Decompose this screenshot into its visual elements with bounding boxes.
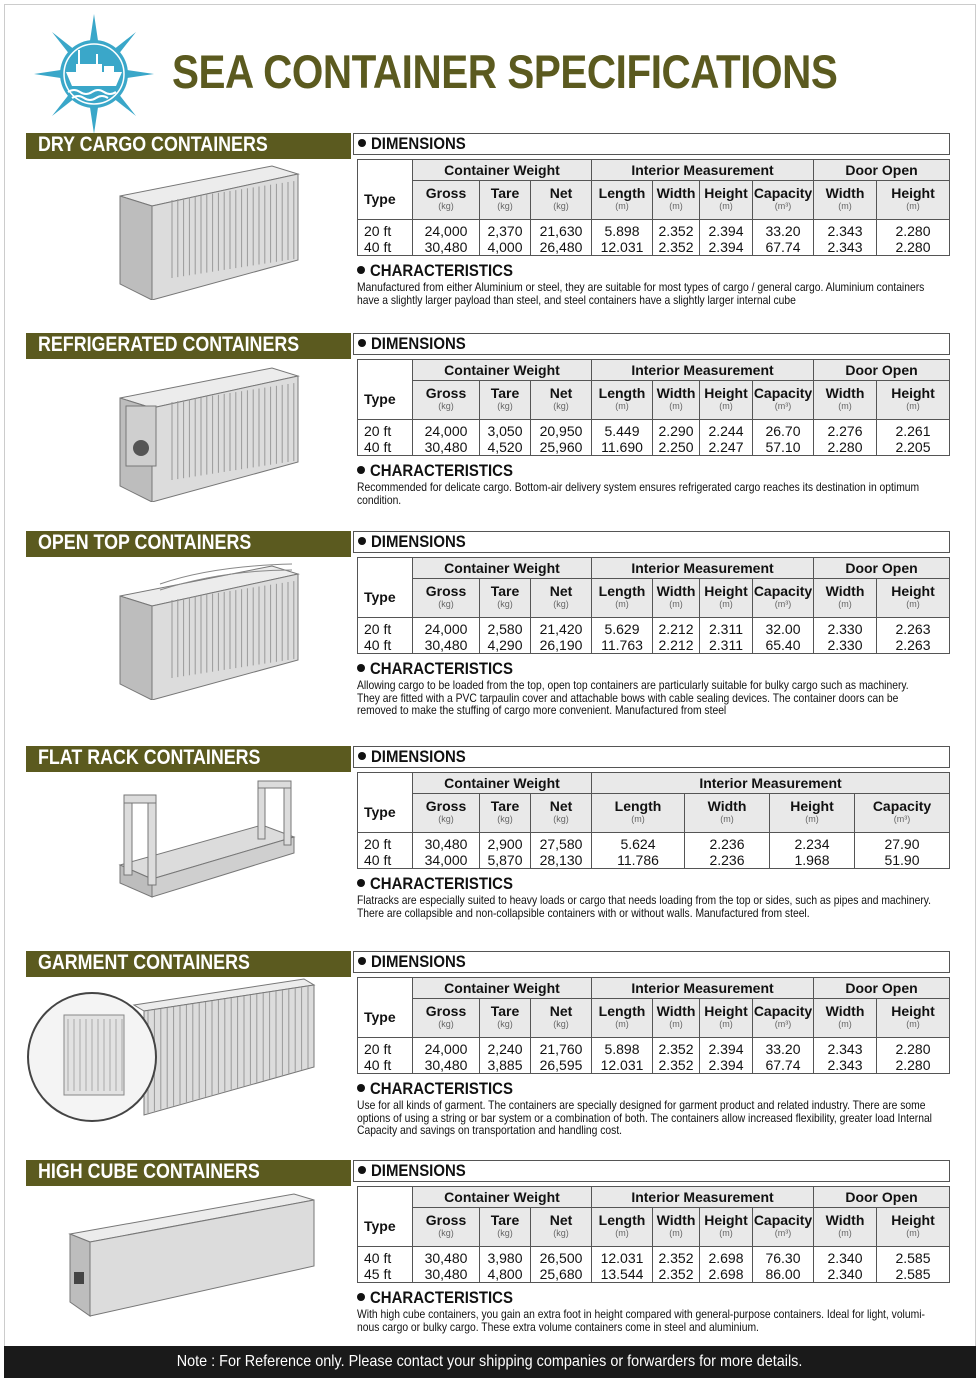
dimensions-heading: DIMENSIONS [353,531,950,553]
col-door-height: Height (m) [877,181,950,220]
table-row [358,220,950,240]
characteristics-text [357,1308,957,1333]
col-length: Length (m) [592,381,653,420]
table-cell: 20,950 [531,420,592,440]
table-cell: 2.352 [653,1266,700,1283]
table-cell: 11.690 [592,439,653,456]
table-cell: 2.698 [700,1247,753,1267]
table-cell: 2.394 [700,1038,753,1058]
bullet-icon [358,752,366,760]
table-row [358,833,950,853]
col-door-height: Height (m) [877,1208,950,1247]
group-container-weight: Container Weight [413,773,592,794]
bullet-icon [358,957,366,965]
table-cell: 12.031 [592,1247,653,1267]
table-cell: 2.585 [877,1247,950,1267]
type-spacer [358,360,413,381]
table-cell: 25,680 [531,1266,592,1283]
characteristics-line: condition. [357,492,402,507]
table-cell: 26,190 [531,637,592,654]
characteristics-heading: CHARACTERISTICS [357,659,532,679]
group-interior-measurement: Interior Measurement [592,978,814,999]
col-tare: Tare (kg) [480,181,531,220]
table-row [358,618,950,638]
table-cell: 2.290 [653,420,700,440]
characteristics-line: Recommended for delicate cargo. Bottom-air delivery system ensures refrigerated cargo reaches its destination in optimum [357,480,920,494]
col-length: Length (m) [592,579,653,618]
table-cell: 3,885 [480,1057,531,1074]
col-gross: Gross (kg) [413,1208,480,1247]
col-net: Net (kg) [531,579,592,618]
type-spacer [358,160,413,181]
table-cell: 2.263 [877,618,950,638]
table-cell: 13.544 [592,1266,653,1283]
table-cell: 2,240 [480,1038,531,1058]
bullet-icon [358,1166,366,1174]
dimensions-heading: DIMENSIONS [353,951,950,973]
col-door-width: Width (m) [814,579,877,618]
table-row [358,1247,950,1267]
col-capacity: Capacity (m³) [753,1208,814,1247]
section-title: OPEN TOP CONTAINERS [38,531,252,554]
col-tare: Tare (kg) [480,999,531,1038]
col-door-width: Width (m) [814,381,877,420]
table-cell: 1.968 [770,852,855,869]
table-cell: 2.343 [814,1038,877,1058]
col-type: Type [358,999,413,1038]
table-cell: 2.280 [814,439,877,456]
col-width: Width (m) [653,181,700,220]
container-illustration-icon [112,362,302,507]
col-height: Height (m) [700,1208,753,1247]
table-cell: 2,370 [480,220,531,240]
section-underline [26,157,351,159]
table-cell: 40 ft [364,637,392,653]
col-net: Net (kg) [531,1208,592,1247]
group-door-open: Door Open [814,160,950,181]
col-capacity: Capacity (m³) [753,381,814,420]
table-cell: 51.90 [855,852,950,869]
col-gross: Gross (kg) [413,999,480,1038]
table-cell: 26,500 [531,1247,592,1267]
table-cell: 2.343 [814,239,877,256]
table-cell: 2.234 [770,833,855,853]
table-cell: 21,630 [531,220,592,240]
dimensions-table [357,359,950,456]
characteristics-line: There are collapsible and non-collapsible containers with or without walls. Manufactured from steel. [357,905,810,920]
section-title-bar [26,951,351,975]
table-cell: 2.280 [877,1057,950,1074]
table-cell: 4,800 [480,1266,531,1283]
table-cell: 2.340 [814,1247,877,1267]
bullet-icon [358,139,366,147]
type-spacer [358,558,413,579]
table-cell: 25,960 [531,439,592,456]
characteristics-heading: CHARACTERISTICS [357,461,532,481]
table-cell: 2.394 [700,1057,753,1074]
footer-note: Note : For Reference only. Please contact your shipping companies or forwarders for more details. [4,1346,976,1378]
characteristics-text [357,1099,957,1137]
group-door-open: Door Open [814,360,950,381]
container-illustration-icon [24,975,324,1130]
characteristics-text [357,679,957,717]
table-cell: 5.629 [592,618,653,638]
characteristics-text [357,481,957,506]
group-container-weight: Container Weight [413,558,592,579]
characteristics-line: Capacity and savings on transportation and handling cost. [357,1123,623,1137]
table-cell: 2.330 [814,618,877,638]
table-cell: 26,480 [531,239,592,256]
bullet-icon [357,1084,365,1092]
col-width: Width (m) [653,1208,700,1247]
group-interior-measurement: Interior Measurement [592,360,814,381]
dimensions-heading: DIMENSIONS [353,746,950,768]
col-tare: Tare (kg) [480,794,531,833]
table-cell: 2.212 [653,618,700,638]
table-row [358,637,950,654]
table-cell: 3,980 [480,1247,531,1267]
table-cell: 20 ft [364,836,392,852]
table-cell: 24,000 [413,618,480,638]
table-cell: 34,000 [413,852,480,869]
group-container-weight: Container Weight [413,160,592,181]
table-cell: 40 ft [364,1057,392,1073]
bullet-icon [357,1293,365,1301]
container-illustration-icon [112,160,302,305]
col-type: Type [358,1208,413,1247]
table-cell: 2.236 [685,852,770,869]
table-cell: 40 ft [364,439,392,455]
table-cell: 5.449 [592,420,653,440]
table-row [358,1057,950,1074]
table-cell: 5.898 [592,220,653,240]
ship-compass-logo-icon [34,14,154,134]
section-title: REFRIGERATED CONTAINERS [38,333,300,356]
bullet-icon [358,339,366,347]
characteristics-heading: CHARACTERISTICS [357,1079,532,1099]
col-width: Width (m) [653,999,700,1038]
table-cell: 20 ft [364,1041,392,1057]
table-cell: 4,000 [480,239,531,256]
section-title: FLAT RACK CONTAINERS [38,746,261,769]
group-door-open: Door Open [814,978,950,999]
bullet-icon [357,266,365,274]
section-title: GARMENT CONTAINERS [38,951,250,974]
dimensions-table [357,1186,950,1283]
col-capacity: Capacity (m³) [753,181,814,220]
table-cell: 12.031 [592,239,653,256]
col-type: Type [358,579,413,618]
table-cell: 40 ft [364,1250,392,1266]
col-gross: Gross (kg) [413,579,480,618]
col-length: Length (m) [592,999,653,1038]
table-cell: 30,480 [413,637,480,654]
col-height: Height (m) [770,794,855,833]
table-cell: 5,870 [480,852,531,869]
col-type: Type [358,181,413,220]
col-door-width: Width (m) [814,181,877,220]
dimensions-table [357,557,950,654]
characteristics-line: They are fitted with a PVC tarpaulin cover and attachable bows with cable sealing devices. The container doors can be [357,690,899,705]
table-cell: 21,760 [531,1038,592,1058]
col-door-width: Width (m) [814,999,877,1038]
section-title-bar [26,1160,351,1184]
col-net: Net (kg) [531,999,592,1038]
characteristics-line: removed to make the stuffing of cargo more convenient. Manufactured from steel [357,703,727,717]
col-net: Net (kg) [531,181,592,220]
table-cell: 40 ft [364,239,392,255]
table-cell: 2.244 [700,420,753,440]
col-height: Height (m) [700,181,753,220]
characteristics-line: Allowing cargo to be loaded from the top, open top containers are particularly suitable for bulky cargo such as machinery. [357,678,909,692]
table-cell: 30,480 [413,1057,480,1074]
group-container-weight: Container Weight [413,360,592,381]
table-cell: 2.247 [700,439,753,456]
table-cell: 65.40 [753,637,814,654]
table-cell: 2.343 [814,1057,877,1074]
section-title-bar [26,333,351,357]
table-cell: 2.352 [653,220,700,240]
table-cell: 2.205 [877,439,950,456]
col-door-height: Height (m) [877,579,950,618]
table-cell: 30,480 [413,239,480,256]
table-cell: 2.276 [814,420,877,440]
section-title: HIGH CUBE CONTAINERS [38,1160,260,1183]
col-gross: Gross (kg) [413,181,480,220]
col-length: Length (m) [592,181,653,220]
type-spacer [358,773,413,794]
table-cell: 27.90 [855,833,950,853]
group-container-weight: Container Weight [413,1187,592,1208]
characteristics-heading: CHARACTERISTICS [357,261,532,281]
table-cell: 2.340 [814,1266,877,1283]
table-cell: 76.30 [753,1247,814,1267]
table-cell: 2.352 [653,1247,700,1267]
table-cell: 11.763 [592,637,653,654]
table-cell: 5.624 [592,833,685,853]
col-type: Type [358,794,413,833]
col-height: Height (m) [700,579,753,618]
table-cell: 2.311 [700,637,753,654]
table-cell: 2.352 [653,1057,700,1074]
table-cell: 2.352 [653,1038,700,1058]
table-cell: 2.394 [700,220,753,240]
table-cell: 32.00 [753,618,814,638]
table-row [358,420,950,440]
group-interior-measurement: Interior Measurement [592,773,950,794]
dimensions-table [357,977,950,1074]
table-cell: 2.343 [814,220,877,240]
table-cell: 21,420 [531,618,592,638]
dimensions-heading: DIMENSIONS [353,1160,950,1182]
group-container-weight: Container Weight [413,978,592,999]
col-width: Width (m) [685,794,770,833]
section-underline [26,770,351,772]
section-title: DRY CARGO CONTAINERS [38,133,268,156]
table-cell: 57.10 [753,439,814,456]
table-cell: 2.585 [877,1266,950,1283]
table-cell: 2.394 [700,239,753,256]
container-illustration-icon [112,560,302,705]
table-cell: 2.236 [685,833,770,853]
section-title-bar [26,133,351,157]
col-net: Net (kg) [531,381,592,420]
table-row [358,1266,950,1283]
col-tare: Tare (kg) [480,579,531,618]
group-interior-measurement: Interior Measurement [592,558,814,579]
table-cell: 28,130 [531,852,592,869]
dimensions-heading: DIMENSIONS [353,333,950,355]
table-row [358,1038,950,1058]
table-cell: 20 ft [364,223,392,239]
table-cell: 2,900 [480,833,531,853]
table-cell: 86.00 [753,1266,814,1283]
table-cell: 11.786 [592,852,685,869]
col-height: Height (m) [700,999,753,1038]
type-spacer [358,1187,413,1208]
table-cell: 3,050 [480,420,531,440]
table-cell: 30,480 [413,1266,480,1283]
table-cell: 33.20 [753,1038,814,1058]
table-cell: 30,480 [413,1247,480,1267]
characteristics-line: have a slightly larger payload than steel, and steel containers have a slightly larger internal cube [357,292,796,307]
col-gross: Gross (kg) [413,794,480,833]
characteristics-line: Manufactured from either Aluminium or steel, they are suitable for most types of cargo / general cargo. Aluminium containers [357,280,925,294]
table-cell: 33.20 [753,220,814,240]
characteristics-line: Use for all kinds of garment. The containers are specially designed for garment product and related industry. There are some [357,1098,926,1112]
table-cell: 2.330 [814,637,877,654]
col-tare: Tare (kg) [480,1208,531,1247]
col-capacity: Capacity (m³) [753,999,814,1038]
characteristics-line: nous cargo or bulky cargo. These extra volume containers come in steel and aluminium. [357,1319,759,1334]
table-cell: 45 ft [364,1266,392,1282]
characteristics-heading: CHARACTERISTICS [357,1288,532,1308]
col-capacity: Capacity (m³) [855,794,950,833]
table-cell: 2,580 [480,618,531,638]
section-title-bar [26,531,351,555]
table-row [358,239,950,256]
characteristics-line: options of using a string or bar system or a combination of both. The containers allow increased flexibility, greater load Internal [357,1110,932,1125]
table-cell: 4,290 [480,637,531,654]
type-spacer [358,978,413,999]
table-cell: 20 ft [364,621,392,637]
characteristics-text [357,281,957,306]
page-title: SEA CONTAINER SPECIFICATIONS [172,45,838,98]
dimensions-table [357,772,950,869]
table-cell: 2.212 [653,637,700,654]
table-cell: 27,580 [531,833,592,853]
col-gross: Gross (kg) [413,381,480,420]
col-length: Length (m) [592,794,685,833]
bullet-icon [358,537,366,545]
group-interior-measurement: Interior Measurement [592,1187,814,1208]
table-cell: 12.031 [592,1057,653,1074]
section-underline [26,357,351,359]
col-door-height: Height (m) [877,999,950,1038]
table-cell: 30,480 [413,439,480,456]
table-cell: 2.311 [700,618,753,638]
table-cell: 26.70 [753,420,814,440]
col-door-width: Width (m) [814,1208,877,1247]
table-cell: 2.263 [877,637,950,654]
section-underline [26,1184,351,1186]
group-door-open: Door Open [814,558,950,579]
dimensions-heading: DIMENSIONS [353,133,950,155]
table-cell: 2.698 [700,1266,753,1283]
table-cell: 2.250 [653,439,700,456]
bullet-icon [357,879,365,887]
group-door-open: Door Open [814,1187,950,1208]
col-capacity: Capacity (m³) [753,579,814,618]
col-height: Height (m) [700,381,753,420]
table-cell: 2.280 [877,1038,950,1058]
table-cell: 67.74 [753,1057,814,1074]
table-cell: 24,000 [413,1038,480,1058]
table-cell: 2.261 [877,420,950,440]
characteristics-heading: CHARACTERISTICS [357,874,532,894]
col-width: Width (m) [653,579,700,618]
table-cell: 2.352 [653,239,700,256]
characteristics-line: With high cube containers, you gain an extra foot in height compared with general-purpose containers. Ideal for light, volumi- [357,1307,925,1321]
table-cell: 67.74 [753,239,814,256]
col-length: Length (m) [592,1208,653,1247]
col-width: Width (m) [653,381,700,420]
section-underline [26,555,351,557]
table-cell: 5.898 [592,1038,653,1058]
characteristics-text [357,894,957,919]
table-row [358,852,950,869]
characteristics-line: Flatracks are especially suited to heavy loads or cargo that needs loading from the top or sides, such as pipes and machinery. [357,893,932,907]
table-cell: 2.280 [877,220,950,240]
group-interior-measurement: Interior Measurement [592,160,814,181]
table-cell: 24,000 [413,420,480,440]
col-net: Net (kg) [531,794,592,833]
bullet-icon [357,466,365,474]
container-illustration-icon [112,775,302,930]
table-row [358,439,950,456]
table-cell: 26,595 [531,1057,592,1074]
table-cell: 20 ft [364,423,392,439]
table-cell: 30,480 [413,833,480,853]
table-cell: 4,520 [480,439,531,456]
container-illustration-icon [64,1190,324,1325]
table-cell: 24,000 [413,220,480,240]
table-cell: 40 ft [364,852,392,868]
col-type: Type [358,381,413,420]
col-door-height: Height (m) [877,381,950,420]
section-title-bar [26,746,351,770]
dimensions-table [357,159,950,256]
table-cell: 2.280 [877,239,950,256]
bullet-icon [357,664,365,672]
col-tare: Tare (kg) [480,381,531,420]
